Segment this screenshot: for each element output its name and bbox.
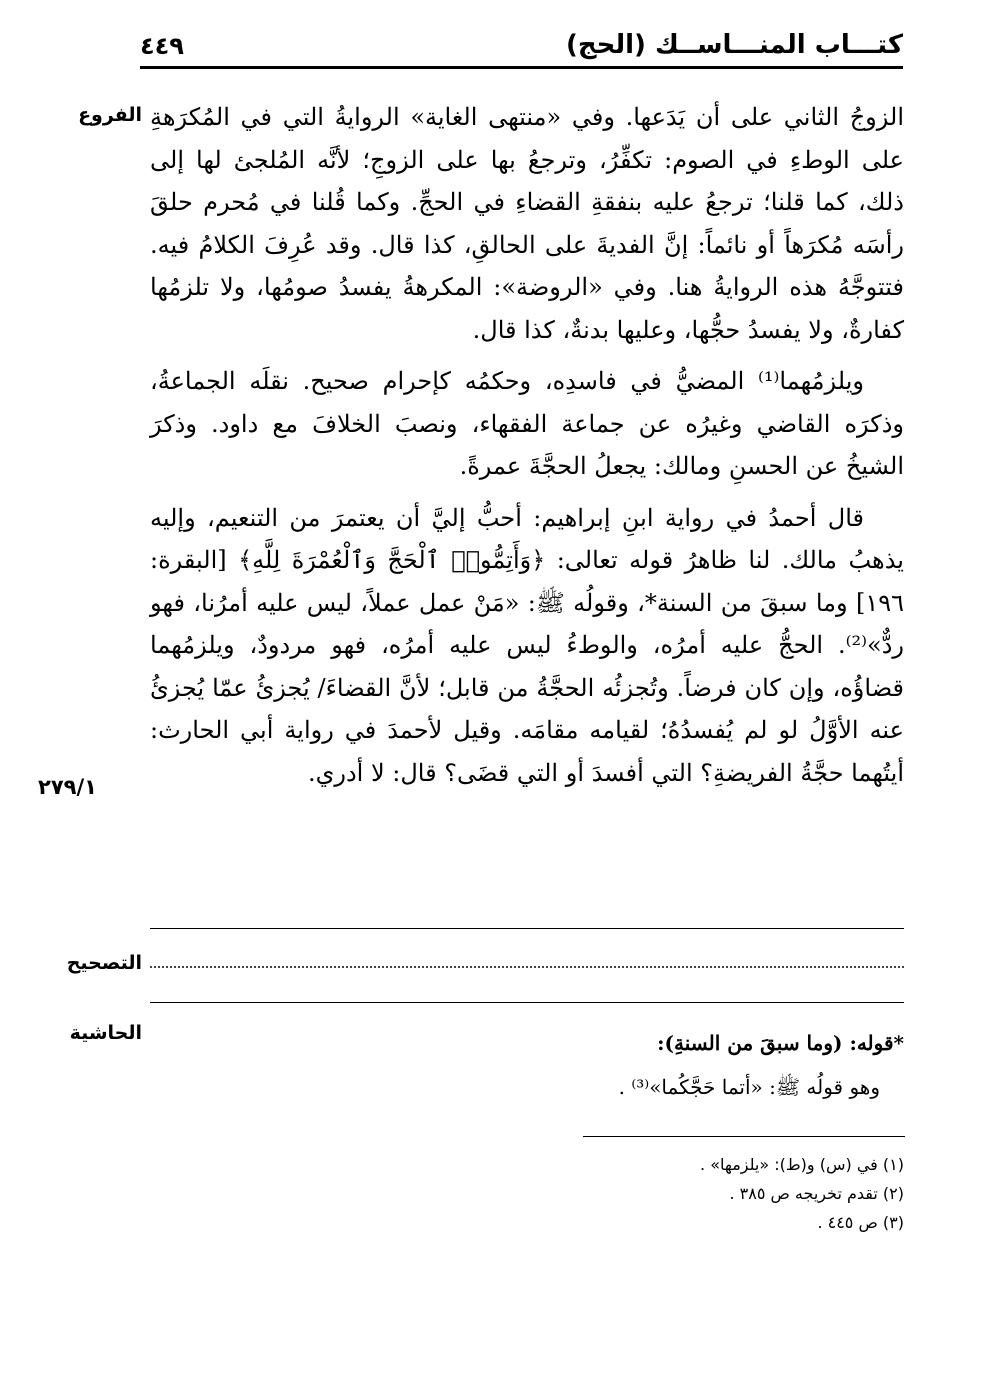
hashiya-question: *قوله: (وما سبقَ من السنةِ): [657, 1031, 904, 1055]
section-rule-bottom [150, 1002, 904, 1003]
header-rule [140, 66, 903, 69]
page-number: ٤٤٩ [140, 32, 184, 60]
section-rule-top [150, 928, 904, 929]
footnote: (٢) تقدم تخريجه ص ٣٨٥ . [729, 1184, 904, 1203]
hashiya-body: وهو قولُه ﷺ: «أتما حَجَّكُما»⁽³⁾ . [618, 1075, 880, 1099]
hashiya-text [300, 1028, 904, 1116]
footnote-rule [583, 1136, 905, 1137]
paragraph: ويلزمُهما⁽¹⁾ المضيُّ في فاسدِه، وحكمُه كإحرام صحيح. نقلَه الجماعةُ، وذكرَه القاضي وغيرُه عن جماعة الفقهاء، ونصبَ الخلافَ مع داود. وذكرَ الشيخُ عن الحسنِ ومالك: يجعلُ الحجَّةَ عمرةً. [150, 367, 904, 480]
footnotes [500, 1150, 904, 1237]
paragraph: الزوجُ الثاني على أن يَدَعها. وفي «منتهى الغاية» الروايةُ التي في المُكرَهةِ على الوطءِ في الصوم: تكفِّرُ، وترجعُ بها على الزوجِ؛ لأنَّه المُلجئ لها إلى ذلك، كما قلنا؛ ترجعُ عليه بنفقةِ القضاءِ في الحجِّ. وكما قُلنا في مُحرم حلقَ رأسَه مُكرَهاً أو نائماً: إنَّ الفديةَ على الحالقِ، كذا قال. وقد عُرِفَ الكلامُ فيه. فتتوجَّهُ هذه الروايةُ هنا. وفي «الروضة»: المكرهةُ يفسدُ صومُها، ولا تلزمُها كفارةٌ، ولا يفسدُ حجُّها، وعليها بدنةٌ، كذا قال. [150, 103, 905, 344]
side-label-tashih: التصحيح [66, 952, 142, 974]
side-label-furu: الفروع [78, 104, 142, 126]
tashih-dotted-line [150, 966, 904, 968]
footnote: (١) في (س) و(ط): «يلزمها» . [700, 1155, 904, 1174]
footnote: (٣) ص ٤٤٥ . [817, 1213, 904, 1232]
running-header-title: كتـــاب المنـــاســك (الحج) [566, 30, 903, 60]
side-label-hashiya: الحاشية [69, 1022, 142, 1044]
paragraph: قال أحمدُ في رواية ابنِ إبراهيم: أحبُّ إليَّ أن يعتمرَ من التنعيم، وإليه يذهبُ مالك. لنا ظاهرُ قوله تعالى: ﴿وَأَتِمُّوا۟ ٱلْحَجَّ وَٱلْعُمْرَةَ لِلَّهِ﴾ [البقرة: ١٩٦] وما سبقَ من السنة*، وقولُه ﷺ: «مَنْ عمل عملاً، ليس عليه أمرُنا، فهو ردٌّ»⁽²⁾. الحجُّ عليه أمرُه، والوطءُ ليس عليه أمرُه، فهو مردودٌ، ويلزمُهما قضاؤُه، وإن كان فرضاً. وتُجزئُه الحجَّةُ من قابل؛ لأنَّ القضاءَ/ يُجزئُ عمّا يُجزئُ عنه الأوَّلُ لو لم يُفسدُهُ؛ لقيامه مقامَه. وقيل لأحمدَ في رواية أبي الحارث: أيتُهما حجَّةُ الفريضةِ؟ التي أفسدَ أو التي قضَى؟ قال: لا أدري. [150, 503, 904, 787]
main-text [150, 96, 904, 803]
side-reference-volume-page: ٢٧٩/١ [38, 775, 97, 799]
